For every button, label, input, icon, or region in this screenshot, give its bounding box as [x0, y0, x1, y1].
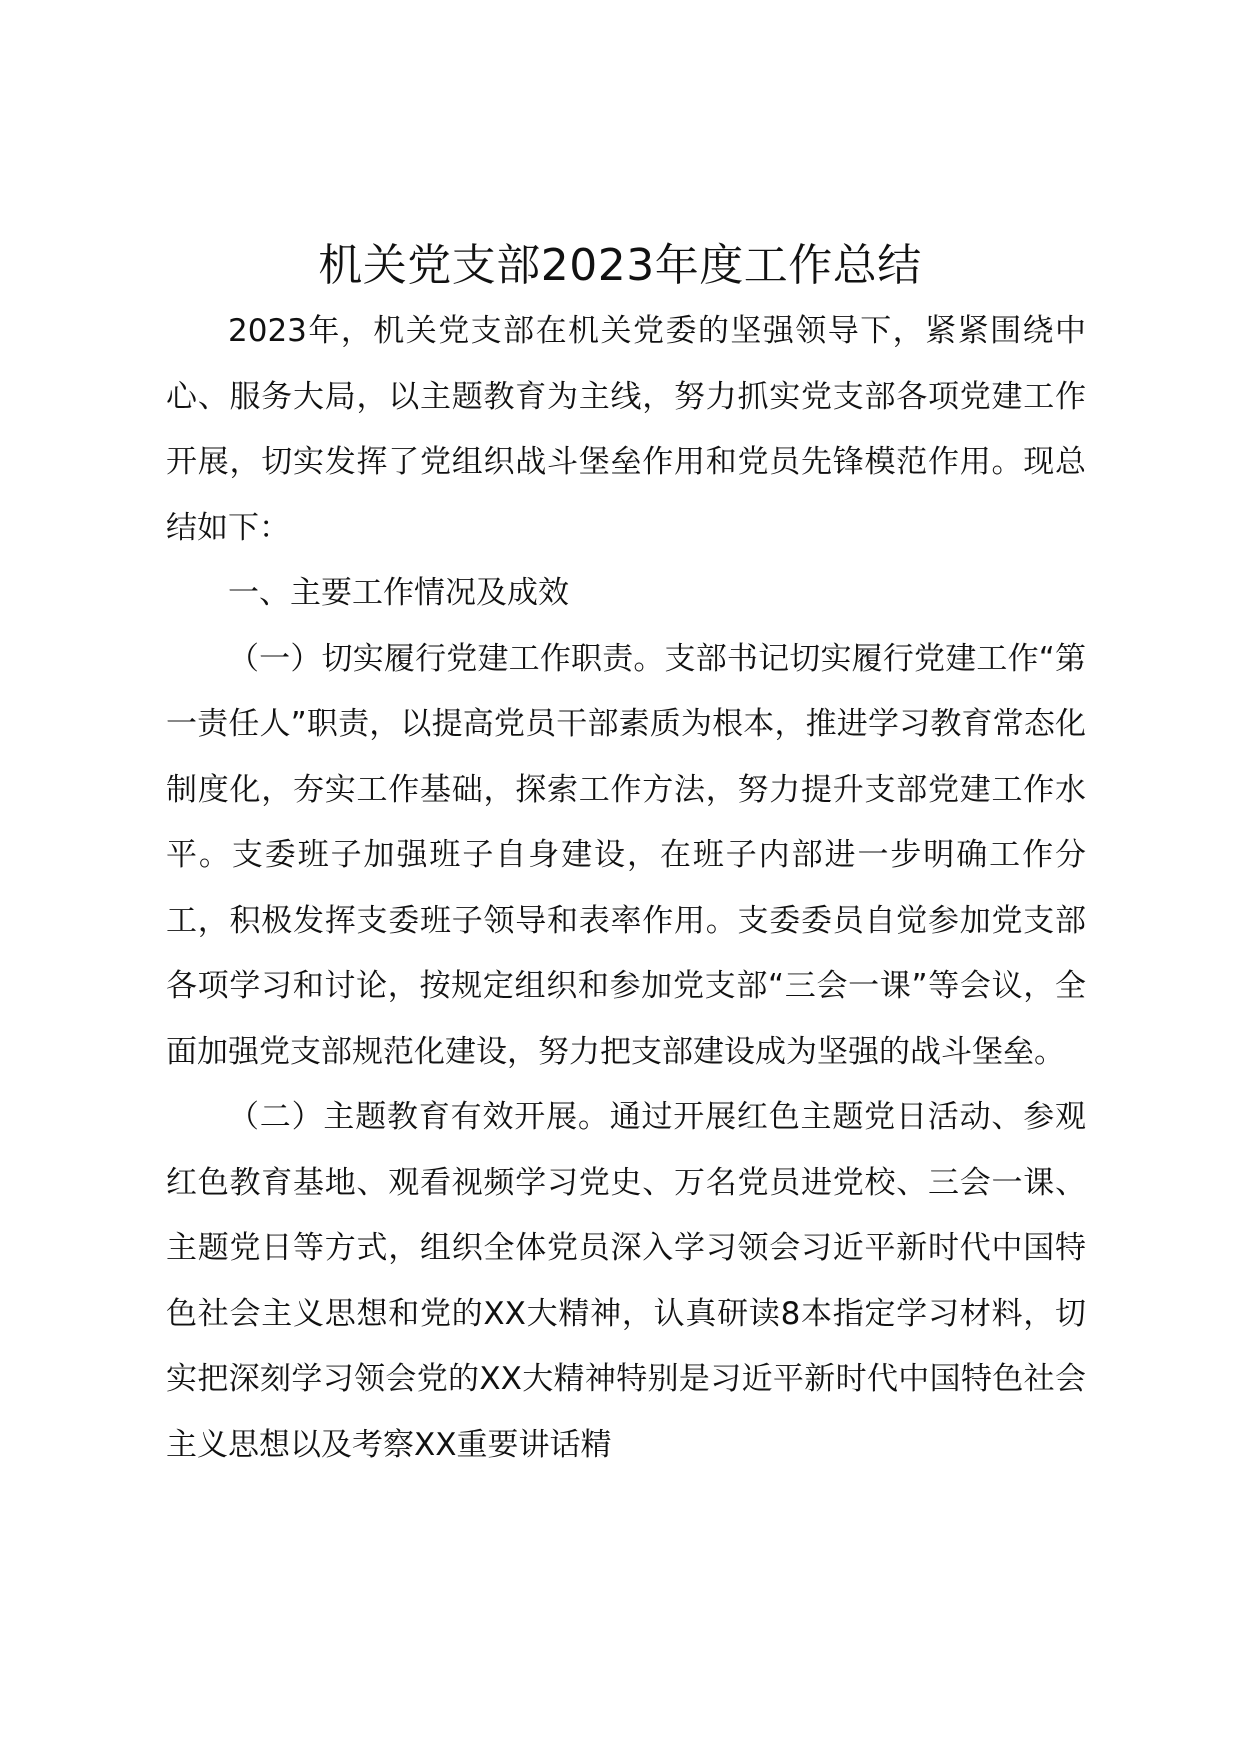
section-heading-main-work: 一、主要工作情况及成效 — [228, 575, 569, 611]
paragraph-theme-education: （二）主题教育有效开展。通过开展红色主题党日活动、参观红色教育基地、观看视频学习党史、万名党员进党校、三会一课、主题党日等方式，组织全体党员深入学习领会习近平新时代中国特色社会主义思想和党的XX大精神，认真研读8本指定学习材料，切实把深刻学习领会党的XX大精神特别是习近平新时代中国特色社会主义思想以及考察XX重要讲话精 — [166, 1099, 1086, 1463]
document-body — [166, 299, 1086, 1478]
paragraph-intro: 2023年，机关党支部在机关党委的坚强领导下，紧紧围绕中心、服务大局，以主题教育为主线，努力抓实党支部各项党建工作开展，切实发挥了党组织战斗堡垒作用和党员先锋模范作用。现总结如下： — [166, 313, 1086, 546]
paragraph-duty: （一）切实履行党建工作职责。支部书记切实履行党建工作“第一责任人”职责，以提高党员干部素质为根本，推进学习教育常态化制度化，夯实工作基础，探索工作方法，努力提升支部党建工作水平。支委班子加强班子自身建设，在班子内部进一步明确工作分工，积极发挥支委班子领导和表率作用。支委委员自觉参加党支部各项学习和讨论，按规定组织和参加党支部“三会一课”等会议，全面加强党支部规范化建设，努力把支部建设成为坚强的战斗堡垒。 — [166, 640, 1086, 1070]
document-title: 机关党支部2023年度工作总结 — [318, 240, 922, 291]
